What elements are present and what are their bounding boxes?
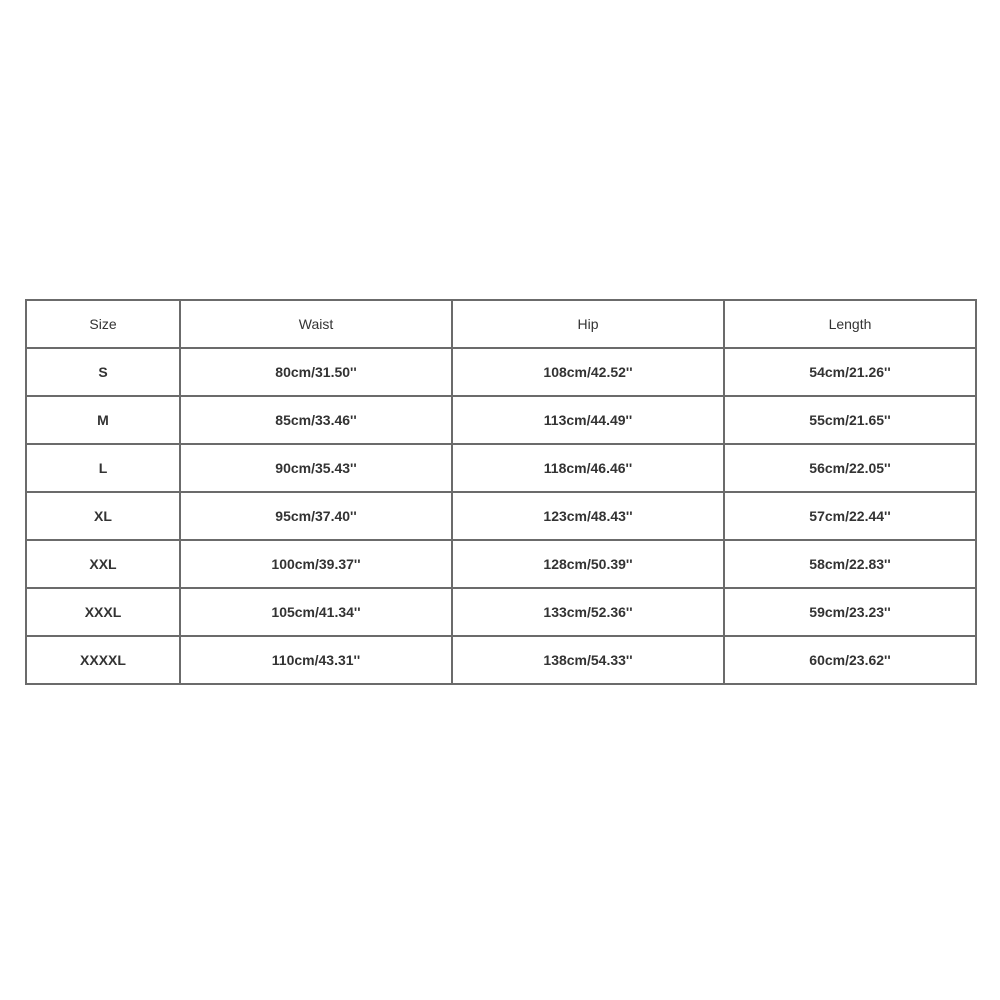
- cell-size: XL: [26, 492, 180, 540]
- header-waist: Waist: [180, 300, 452, 348]
- cell-length: 58cm/22.83'': [724, 540, 976, 588]
- header-hip: Hip: [452, 300, 724, 348]
- cell-length: 54cm/21.26'': [724, 348, 976, 396]
- header-length: Length: [724, 300, 976, 348]
- cell-waist: 95cm/37.40'': [180, 492, 452, 540]
- cell-hip: 128cm/50.39'': [452, 540, 724, 588]
- size-chart-body: [26, 348, 976, 684]
- table-row: [26, 396, 976, 444]
- cell-hip: 108cm/42.52'': [452, 348, 724, 396]
- cell-waist: 85cm/33.46'': [180, 396, 452, 444]
- cell-size: XXL: [26, 540, 180, 588]
- size-chart-header: [26, 300, 976, 348]
- cell-hip: 138cm/54.33'': [452, 636, 724, 684]
- table-row: [26, 444, 976, 492]
- table-row: [26, 636, 976, 684]
- size-chart-table: [25, 299, 977, 685]
- cell-hip: 113cm/44.49'': [452, 396, 724, 444]
- cell-length: 59cm/23.23'': [724, 588, 976, 636]
- cell-length: 57cm/22.44'': [724, 492, 976, 540]
- table-row: [26, 588, 976, 636]
- cell-size: M: [26, 396, 180, 444]
- cell-length: 55cm/21.65'': [724, 396, 976, 444]
- cell-waist: 100cm/39.37'': [180, 540, 452, 588]
- cell-waist: 80cm/31.50'': [180, 348, 452, 396]
- cell-hip: 133cm/52.36'': [452, 588, 724, 636]
- table-row: [26, 492, 976, 540]
- header-row: [26, 300, 976, 348]
- cell-length: 60cm/23.62'': [724, 636, 976, 684]
- cell-size: S: [26, 348, 180, 396]
- cell-size: XXXXL: [26, 636, 180, 684]
- table-row: [26, 348, 976, 396]
- cell-waist: 90cm/35.43'': [180, 444, 452, 492]
- cell-size: L: [26, 444, 180, 492]
- cell-hip: 118cm/46.46'': [452, 444, 724, 492]
- cell-length: 56cm/22.05'': [724, 444, 976, 492]
- header-size: Size: [26, 300, 180, 348]
- cell-waist: 110cm/43.31'': [180, 636, 452, 684]
- table-row: [26, 540, 976, 588]
- cell-hip: 123cm/48.43'': [452, 492, 724, 540]
- cell-size: XXXL: [26, 588, 180, 636]
- cell-waist: 105cm/41.34'': [180, 588, 452, 636]
